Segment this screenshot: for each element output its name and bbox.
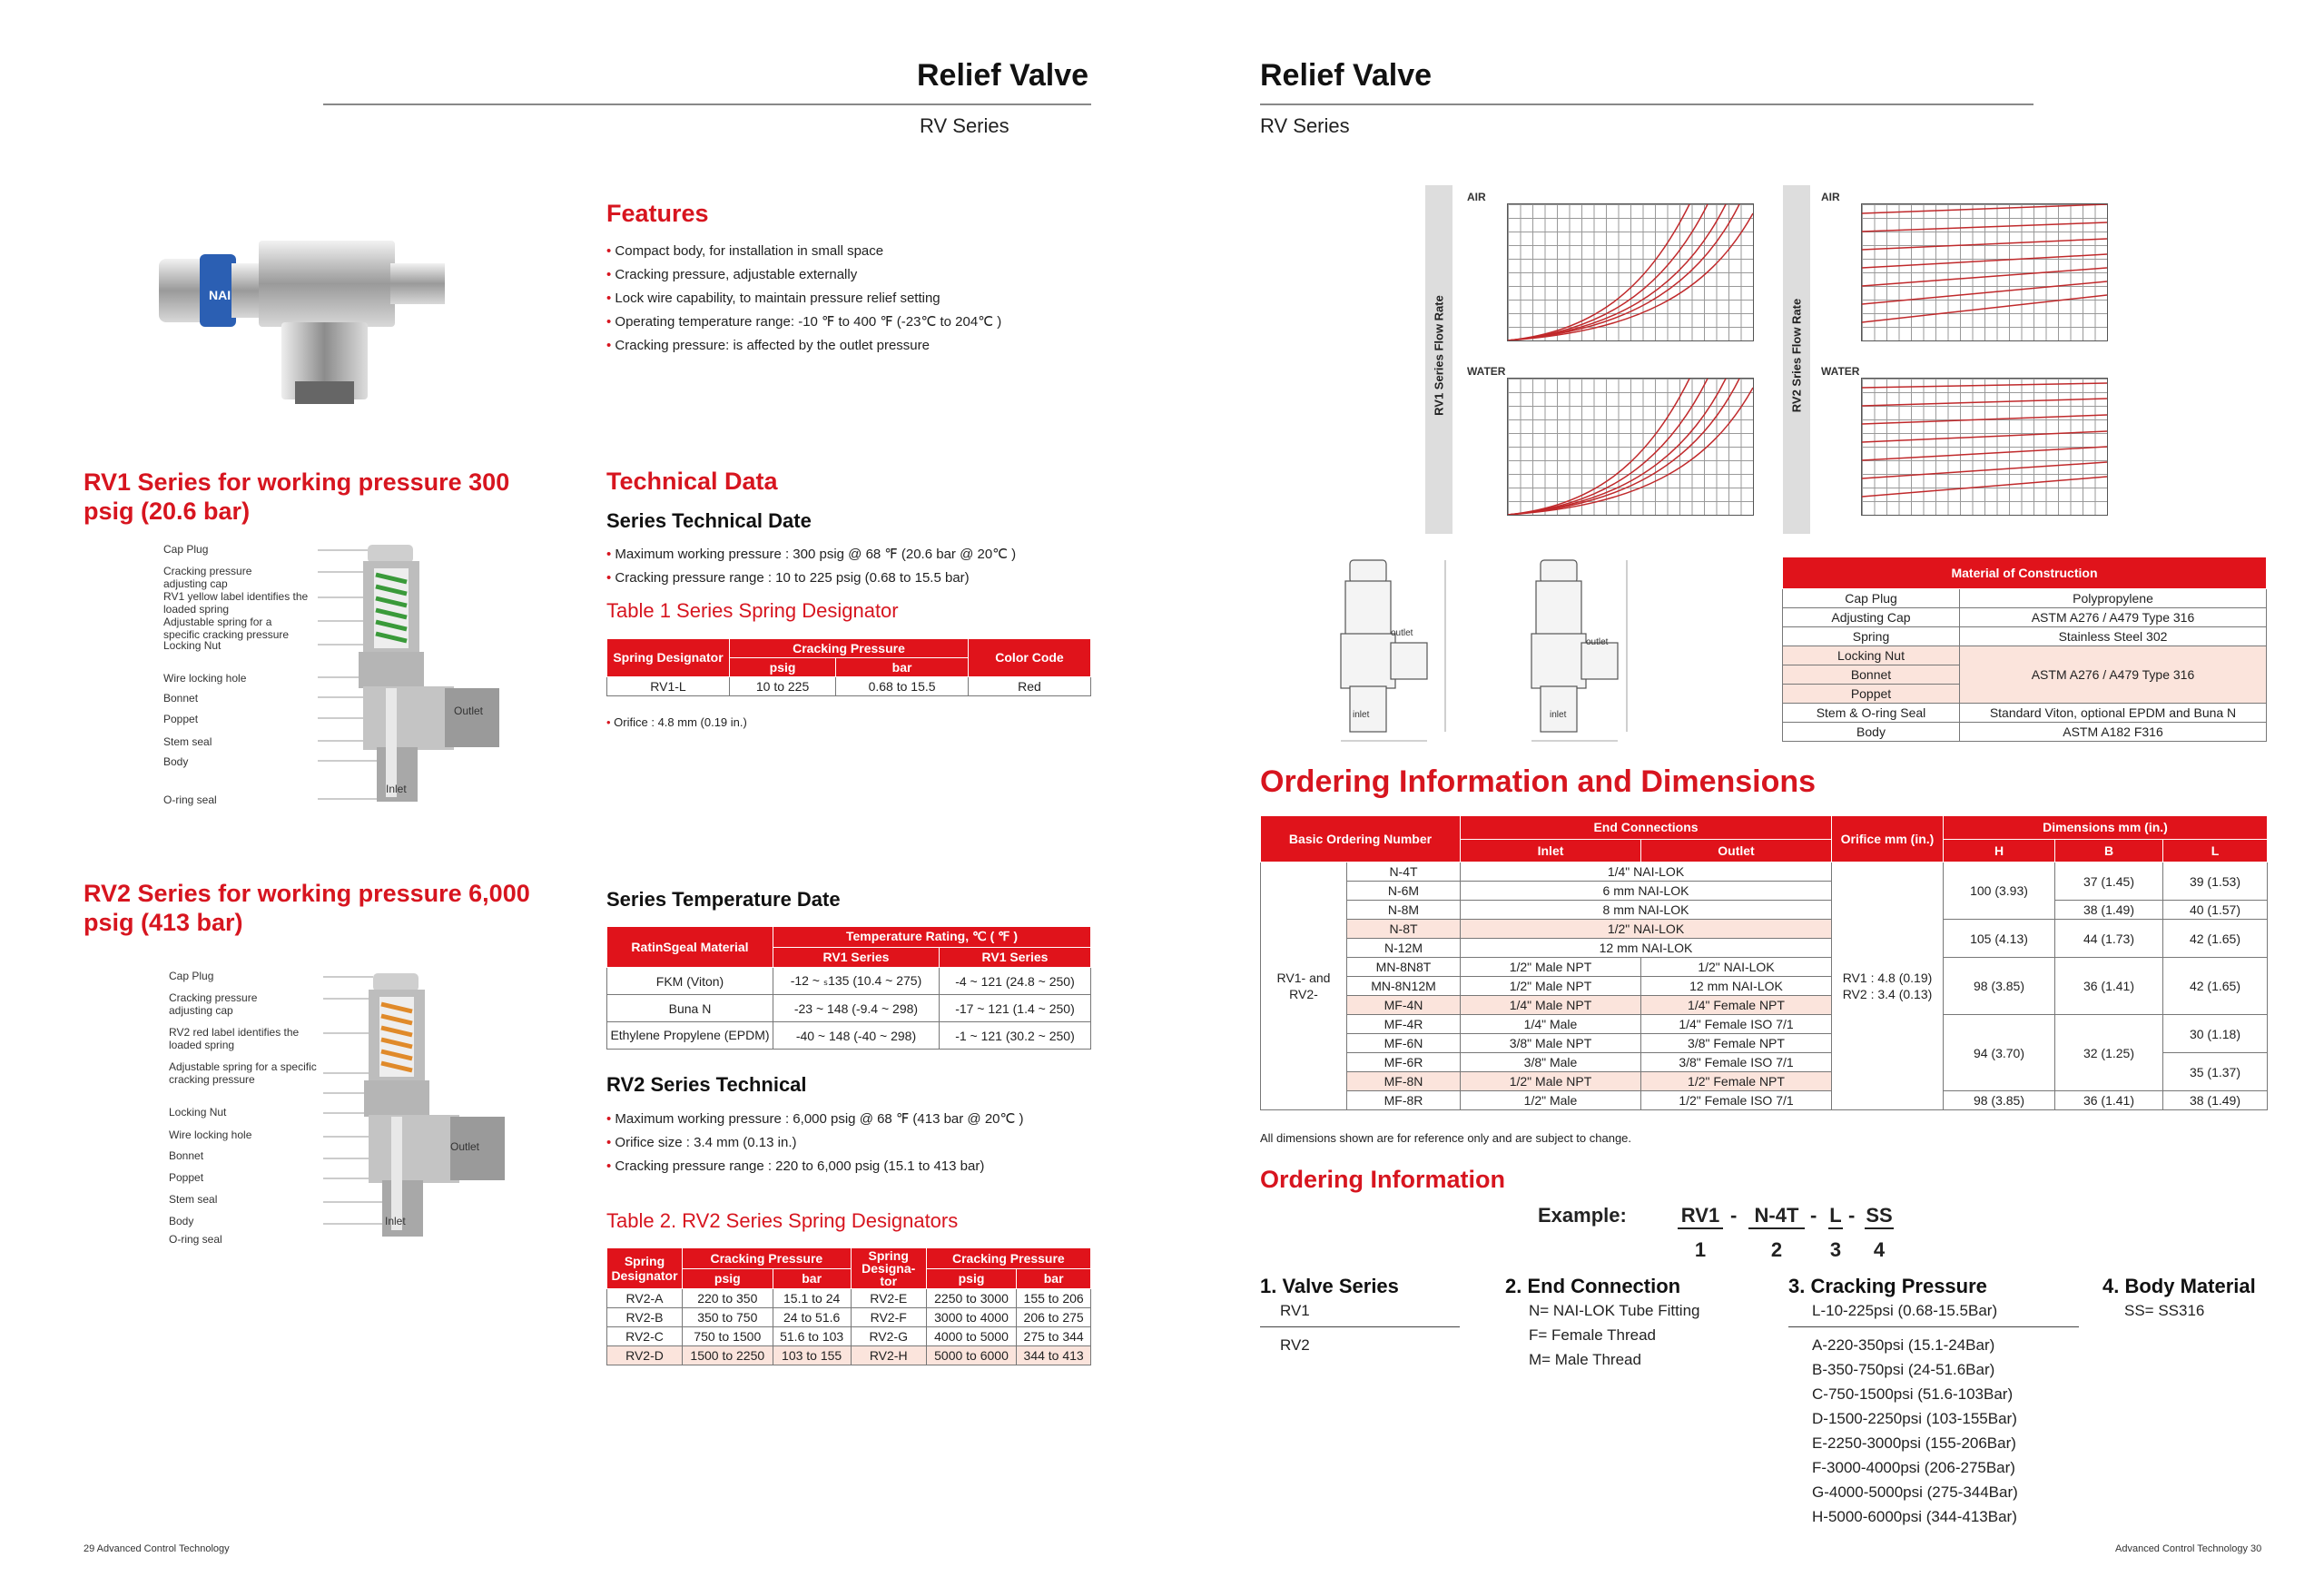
orifice-text: Orifice : 4.8 mm (0.19 in.) <box>614 715 747 729</box>
rv2-cutaway-diagram <box>169 970 532 1246</box>
cell: 155 to 206 <box>1017 1289 1091 1308</box>
cell: 4000 to 5000 <box>926 1327 1017 1346</box>
th-spring: Spring Designator <box>607 1248 683 1289</box>
th-end-connections: End Connections <box>1461 816 1832 840</box>
cell: 8 mm NAI-LOK <box>1461 901 1832 920</box>
cell: N-6M <box>1347 882 1461 901</box>
feature-item: • Operating temperature range: -10 ℉ to 400 ℉ (-23℃ to 204℃ ) <box>606 310 1078 334</box>
cell: 1/2" Male NPT <box>1461 1072 1641 1091</box>
th-material: RatinSgeal Material <box>607 927 773 968</box>
rv2-technical-heading: RV2 Series Technical <box>606 1073 807 1096</box>
cell: Adjusting Cap <box>1783 608 1960 627</box>
rv2-flow-label: RV2 Sries Flow Rate <box>1789 298 1804 413</box>
cell: 51.6 to 103 <box>773 1327 851 1346</box>
th-cracking2: Cracking Pressure <box>926 1248 1090 1269</box>
cell: -40 ~ 148 (-40 ~ 298) <box>773 1022 940 1050</box>
cracking-pressure-item: B-350-750psi (24-51.6Bar) <box>1812 1361 1995 1378</box>
cell: 5000 to 6000 <box>926 1346 1017 1365</box>
part-label: Bonnet <box>169 1149 204 1162</box>
example-part: N-4T <box>1748 1204 1805 1229</box>
air-label: AIR <box>1821 191 1840 203</box>
th-temp-rating: Temperature Rating, ℃ ( ℉ ) <box>773 927 1091 948</box>
cell: MF-6R <box>1347 1053 1461 1072</box>
cell: Spring <box>1783 627 1960 646</box>
table2-caption: Table 2. RV2 Series Spring Designators <box>606 1209 959 1232</box>
tech-item: • Maximum working pressure : 6,000 psig @ 68 ℉ (413 bar @ 20℃ ) <box>606 1108 1078 1131</box>
cell: 3/8" Male <box>1461 1053 1641 1072</box>
cell: RV2-F <box>851 1308 926 1327</box>
feature-item: • Cracking pressure: is affected by the outlet pressure <box>606 334 1078 358</box>
cell: 3/8" Male NPT <box>1461 1034 1641 1053</box>
rv1-series-heading: RV1 Series for working pressure 300 psig (20.6 bar) <box>84 468 510 525</box>
table-row <box>1783 723 2267 742</box>
part-label: Cracking pressure adjusting cap <box>163 565 252 590</box>
cell: N-12M <box>1347 939 1461 958</box>
cell: Stainless Steel 302 <box>1960 627 2267 646</box>
cell: 12 mm NAI-LOK <box>1461 939 1832 958</box>
part-label: Cap Plug <box>163 543 209 556</box>
body-material-item: SS= SS316 <box>2124 1302 2205 1319</box>
cell: 3000 to 4000 <box>926 1308 1017 1327</box>
dimension-drawings <box>1327 556 1636 746</box>
air-label: AIR <box>1467 191 1486 203</box>
cell: 38 (1.49) <box>2163 1091 2268 1110</box>
cell: 103 to 155 <box>773 1346 851 1365</box>
cell: 39 (1.53) <box>2163 862 2268 901</box>
cell: Bonnet <box>1783 665 1960 685</box>
temperature-table <box>606 926 1091 1050</box>
dimensions-note: All dimensions shown are for reference only and are subject to change. <box>1260 1131 1632 1145</box>
part-label: O-ring seal <box>169 1233 222 1246</box>
th-basic-ordering: Basic Ordering Number <box>1261 816 1461 862</box>
feature-item: • Lock wire capability, to maintain pressure relief setting <box>606 287 1078 310</box>
rv2-flow-band <box>1783 185 1810 534</box>
outlet-label: outlet <box>1586 637 1609 647</box>
rv1-flow-label: RV1 Series Flow Rate <box>1432 295 1446 416</box>
table-row <box>607 1327 1091 1346</box>
th-psig: psig <box>730 658 836 677</box>
cell: 1/4" Male <box>1461 1015 1641 1034</box>
valve-series-item: RV1 <box>1260 1298 1460 1327</box>
left-footer: 29 Advanced Control Technology <box>84 1543 230 1554</box>
cell: RV2-H <box>851 1346 926 1365</box>
feature-item: • Cracking pressure, adjustable externally <box>606 263 1078 287</box>
part-label: Adjustable spring for a specific cracking pressure <box>169 1060 317 1086</box>
cell: 94 (3.70) <box>1944 1015 2055 1091</box>
cell: 98 (3.85) <box>1944 958 2055 1015</box>
series-temperature-heading: Series Temperature Date <box>606 888 841 911</box>
cell: 1/4" Female ISO 7/1 <box>1641 1015 1832 1034</box>
th-bar: bar <box>1017 1268 1091 1289</box>
cell: 220 to 350 <box>683 1289 773 1308</box>
cell: 1500 to 2250 <box>683 1346 773 1365</box>
cell: FKM (Viton) <box>607 968 773 995</box>
table-row <box>1783 704 2267 723</box>
cell: MF-8R <box>1347 1091 1461 1110</box>
example-number: 2 <box>1770 1238 1783 1261</box>
end-connection-item: N= NAI-LOK Tube Fitting <box>1529 1302 1700 1319</box>
end-connection-item: F= Female Thread <box>1529 1326 1657 1344</box>
cell: 44 (1.73) <box>2055 920 2163 958</box>
cell: 42 (1.65) <box>2163 920 2268 958</box>
cell-group: RV1- and RV2- <box>1261 862 1347 1110</box>
th-psig: psig <box>926 1268 1017 1289</box>
rv2-series-heading: RV2 Series for working pressure 6,000 psig (413 bar) <box>84 880 530 936</box>
body-material-column <box>2102 1275 2275 1323</box>
cell: 1/4" Male NPT <box>1461 996 1641 1015</box>
cracking-pressure-item: E-2250-3000psi (155-206Bar) <box>1812 1434 2016 1452</box>
cell: 1/2" Male NPT <box>1461 977 1641 996</box>
part-label: RV1 yellow label identifies the loaded spring <box>163 590 309 616</box>
cell: 750 to 1500 <box>683 1327 773 1346</box>
rv2-air-chart <box>1861 203 2108 341</box>
cell: 1/2" Female NPT <box>1641 1072 1832 1091</box>
cell: N-4T <box>1347 862 1461 882</box>
part-label: Bonnet <box>163 692 199 705</box>
th-spring: Spring Designator <box>607 639 730 677</box>
cell: ASTM A182 F316 <box>1960 723 2267 742</box>
cracking-pressure-item: G-4000-5000psi (275-344Bar) <box>1812 1483 2018 1501</box>
end-connection-column <box>1505 1275 1741 1372</box>
cell: 15.1 to 24 <box>773 1289 851 1308</box>
part-label: Poppet <box>169 1171 204 1184</box>
cell: 1/4" Female NPT <box>1641 996 1832 1015</box>
part-label: Locking Nut <box>169 1106 227 1119</box>
cell-orifice: RV1 : 4.8 (0.19) RV2 : 3.4 (0.13) <box>1832 862 1944 1110</box>
cell: 40 (1.57) <box>2163 901 2268 920</box>
inlet-label: Inlet <box>386 783 407 795</box>
end-connection-heading: 2. End Connection <box>1505 1275 1681 1297</box>
cell: MN-8N12M <box>1347 977 1461 996</box>
cell: 36 (1.41) <box>2055 958 2163 1015</box>
th-cracking: Cracking Pressure <box>683 1248 852 1269</box>
table-row <box>1261 920 2268 939</box>
cell: N-8M <box>1347 901 1461 920</box>
rv2-technical-list <box>606 1108 1078 1178</box>
cell: 36 (1.41) <box>2055 1091 2163 1110</box>
rv1-flow-band <box>1425 185 1452 534</box>
cell: Body <box>1783 723 1960 742</box>
rv1-air-chart <box>1507 203 1754 341</box>
table-row <box>1261 958 2268 977</box>
part-label: Cracking pressure adjusting cap <box>169 991 258 1017</box>
cell: 350 to 750 <box>683 1308 773 1327</box>
valve-series-item: RV2 <box>1280 1336 1310 1354</box>
part-label: Stem seal <box>169 1193 218 1206</box>
cell: -1 ~ 121 (30.2 ~ 250) <box>939 1022 1090 1050</box>
table-row <box>1261 1091 2268 1110</box>
svg-text:NAI: NAI <box>209 288 231 302</box>
cell: 1/2" Female ISO 7/1 <box>1641 1091 1832 1110</box>
th-b: B <box>2055 839 2163 862</box>
tech-item: • Maximum working pressure : 300 psig @ 68 ℉ (20.6 bar @ 20℃ ) <box>606 543 1078 567</box>
table-row <box>1783 589 2267 608</box>
cell: 37 (1.45) <box>2055 862 2163 901</box>
cell: MN-8N8T <box>1347 958 1461 977</box>
part-label: Stem seal <box>163 735 212 748</box>
table-row <box>607 1308 1091 1327</box>
part-label: Body <box>163 755 189 768</box>
table-row <box>1261 901 2268 920</box>
cell: ASTM A276 / A479 Type 316 <box>1960 608 2267 627</box>
cell: MF-4N <box>1347 996 1461 1015</box>
cell: 3/8" Female NPT <box>1641 1034 1832 1053</box>
table-row <box>607 677 1091 696</box>
cracking-pressure-item: C-750-1500psi (51.6-103Bar) <box>1812 1385 2014 1403</box>
cell: 1/2" Male NPT <box>1461 958 1641 977</box>
part-label: RV2 red label identifies the loaded spring <box>169 1026 300 1051</box>
example-dash: - <box>1810 1204 1817 1227</box>
table-row <box>607 968 1091 995</box>
series-technical-list <box>606 543 1078 590</box>
table-row <box>1261 862 2268 882</box>
cell: 3/8" Female ISO 7/1 <box>1641 1053 1832 1072</box>
cell: RV2-G <box>851 1327 926 1346</box>
cell: 105 (4.13) <box>1944 920 2055 958</box>
cracking-pressure-item: F-3000-4000psi (206-275Bar) <box>1812 1459 2015 1476</box>
part-label: Body <box>169 1215 194 1227</box>
left-page-subtitle: RV Series <box>920 114 1009 137</box>
th-cracking: Cracking Pressure <box>730 639 969 658</box>
th-bar: bar <box>836 658 969 677</box>
table-row <box>607 1022 1091 1050</box>
table1-caption: Table 1 Series Spring Designator <box>606 599 899 622</box>
cell: 1/2" NAI-LOK <box>1461 920 1832 939</box>
rv2-water-chart <box>1861 378 2108 516</box>
cracking-pressure-item: A-220-350psi (15.1-24Bar) <box>1812 1336 1995 1354</box>
series-technical-heading: Series Technical Date <box>606 509 812 532</box>
table-row <box>1261 1015 2268 1034</box>
example-number: 1 <box>1694 1238 1707 1261</box>
example-code <box>1678 1204 1896 1267</box>
th-moc: Material of Construction <box>1783 557 2267 589</box>
th-rv1b: RV1 Series <box>939 947 1090 968</box>
cell: ASTM A276 / A479 Type 316 <box>1960 646 2267 704</box>
part-label: O-ring seal <box>163 793 217 806</box>
cell: 1/2" Male <box>1461 1091 1641 1110</box>
cracking-pressure-item: D-1500-2250psi (103-155Bar) <box>1812 1410 2017 1427</box>
tech-item: • Cracking pressure range : 220 to 6,000 psig (15.1 to 413 bar) <box>606 1155 1078 1178</box>
table-row <box>607 995 1091 1022</box>
ordering-information-heading: Ordering Information <box>1260 1166 1505 1193</box>
cell: 42 (1.65) <box>2163 958 2268 1015</box>
cell: Standard Viton, optional EPDM and Buna N <box>1960 704 2267 723</box>
product-photo <box>159 222 468 404</box>
cell: 0.68 to 15.5 <box>836 677 969 696</box>
th-h: H <box>1944 839 2055 862</box>
cell: Stem & O-ring Seal <box>1783 704 1960 723</box>
cell: -23 ~ 148 (-9.4 ~ 298) <box>773 995 940 1022</box>
cell: 30 (1.18) <box>2163 1015 2268 1053</box>
th-rv1: RV1 Series <box>773 947 940 968</box>
cell: 100 (3.93) <box>1944 862 2055 920</box>
tech-item: • Orifice size : 3.4 mm (0.13 in.) <box>606 1131 1078 1155</box>
table-row <box>607 1289 1091 1308</box>
outlet-label: Outlet <box>450 1140 480 1153</box>
cell: Polypropylene <box>1960 589 2267 608</box>
cell: RV2-B <box>607 1308 683 1327</box>
rv1-water-chart <box>1507 378 1754 516</box>
right-page-subtitle: RV Series <box>1260 114 1350 137</box>
inlet-label: Inlet <box>385 1215 406 1227</box>
example-part: RV1 <box>1678 1204 1723 1229</box>
example-label: Example: <box>1538 1204 1627 1227</box>
cell: 35 (1.37) <box>2163 1053 2268 1091</box>
th-psig: psig <box>683 1268 773 1289</box>
cell: 2250 to 3000 <box>926 1289 1017 1308</box>
spring-designator-table <box>606 638 1091 696</box>
table-row <box>1783 646 2267 665</box>
tech-item: • Cracking pressure range : 10 to 225 psig (0.68 to 15.5 bar) <box>606 567 1078 590</box>
cell: MF-6N <box>1347 1034 1461 1053</box>
th-bar: bar <box>773 1268 851 1289</box>
cell: MF-4R <box>1347 1015 1461 1034</box>
cracking-pressure-item: H-5000-6000psi (344-413Bar) <box>1812 1508 2017 1525</box>
cell: N-8T <box>1347 920 1461 939</box>
th-outlet: Outlet <box>1641 839 1832 862</box>
cell: 275 to 344 <box>1017 1327 1091 1346</box>
cell: 24 to 51.6 <box>773 1308 851 1327</box>
body-material-heading: 4. Body Material <box>2102 1275 2256 1297</box>
cell: RV2-C <box>607 1327 683 1346</box>
water-label: WATER <box>1467 365 1506 378</box>
cell: 32 (1.25) <box>2055 1015 2163 1091</box>
end-connection-item: M= Male Thread <box>1529 1351 1641 1368</box>
right-footer: Advanced Control Technology 30 <box>2115 1543 2262 1554</box>
example-dash: - <box>1730 1204 1738 1227</box>
cell: RV2-A <box>607 1289 683 1308</box>
technical-data-heading: Technical Data <box>606 468 778 495</box>
material-of-construction-table <box>1782 557 2267 742</box>
left-title-rule <box>323 103 1091 105</box>
part-label: Wire locking hole <box>169 1129 252 1141</box>
part-label: Wire locking hole <box>163 672 247 685</box>
cell: 38 (1.49) <box>2055 901 2163 920</box>
example-part: SS <box>1865 1204 1894 1229</box>
cell: -12 ~ ₛ135 (10.4 ~ 275) <box>773 968 940 995</box>
part-label: Cap Plug <box>169 970 214 982</box>
inlet-label: inlet <box>1550 710 1567 720</box>
cracking-pressure-column <box>1788 1275 2079 1529</box>
part-label: Locking Nut <box>163 639 222 652</box>
outlet-label: outlet <box>1391 628 1413 638</box>
water-label: WATER <box>1821 365 1860 378</box>
cell: 10 to 225 <box>730 677 836 696</box>
example-dash: - <box>1848 1204 1856 1227</box>
cell: RV2-D <box>607 1346 683 1365</box>
cell: RV2-E <box>851 1289 926 1308</box>
flow-rate-charts <box>1425 185 2137 534</box>
cell: Cap Plug <box>1783 589 1960 608</box>
right-title-rule <box>1260 103 2034 105</box>
rv2-spring-designator-table <box>606 1247 1091 1365</box>
cell: Ethylene Propylene (EPDM) <box>607 1022 773 1050</box>
th-l: L <box>2163 839 2268 862</box>
right-page-title: Relief Valve <box>1260 58 1433 93</box>
part-label: Adjustable spring for a specific cracking pressure <box>163 616 290 641</box>
cell: Red <box>969 677 1091 696</box>
outlet-label: Outlet <box>454 705 484 717</box>
cell: 12 mm NAI-LOK <box>1641 977 1832 996</box>
cell: 98 (3.85) <box>1944 1091 2055 1110</box>
cell: -17 ~ 121 (1.4 ~ 250) <box>939 995 1090 1022</box>
cell: RV1-L <box>607 677 730 696</box>
ordering-dimensions-table <box>1260 815 2268 1110</box>
cell: 6 mm NAI-LOK <box>1461 882 1832 901</box>
features-list <box>606 240 1078 358</box>
th-color: Color Code <box>969 639 1091 677</box>
cell: 344 to 413 <box>1017 1346 1091 1365</box>
table-row <box>607 1346 1091 1365</box>
cell: Locking Nut <box>1783 646 1960 665</box>
cell: -4 ~ 121 (24.8 ~ 250) <box>939 968 1090 995</box>
example-number: 3 <box>1829 1238 1842 1261</box>
cell: Poppet <box>1783 685 1960 704</box>
th-dimensions: Dimensions mm (in.) <box>1944 816 2268 840</box>
cracking-pressure-heading: 3. Cracking Pressure <box>1788 1275 1987 1297</box>
example-part: L <box>1828 1204 1843 1229</box>
example-number: 4 <box>1873 1238 1886 1261</box>
part-label: Poppet <box>163 713 199 725</box>
orifice-note: • Orifice : 4.8 mm (0.19 in.) <box>606 715 747 729</box>
feature-item: • Compact body, for installation in small space <box>606 240 1078 263</box>
features-heading: Features <box>606 200 709 227</box>
th-inlet: Inlet <box>1461 839 1641 862</box>
valve-series-heading: 1. Valve Series <box>1260 1275 1399 1297</box>
valve-series-column <box>1260 1275 1460 1357</box>
ordering-dimensions-heading: Ordering Information and Dimensions <box>1260 764 1817 799</box>
left-page-title: Relief Valve <box>917 58 1089 93</box>
cracking-pressure-item: L-10-225psi (0.68-15.5Bar) <box>1788 1298 2079 1327</box>
cell: MF-8N <box>1347 1072 1461 1091</box>
cell: 1/4" NAI-LOK <box>1461 862 1832 882</box>
rv1-cutaway-diagram <box>163 543 527 806</box>
table-row <box>1783 627 2267 646</box>
cell: 206 to 275 <box>1017 1308 1091 1327</box>
table-row <box>1783 608 2267 627</box>
th-spring2: Spring Designa- tor <box>851 1248 926 1289</box>
inlet-label: inlet <box>1353 710 1370 720</box>
th-orifice: Orifice mm (in.) <box>1832 816 1944 862</box>
cell: 1/2" NAI-LOK <box>1641 958 1832 977</box>
cell: Buna N <box>607 995 773 1022</box>
